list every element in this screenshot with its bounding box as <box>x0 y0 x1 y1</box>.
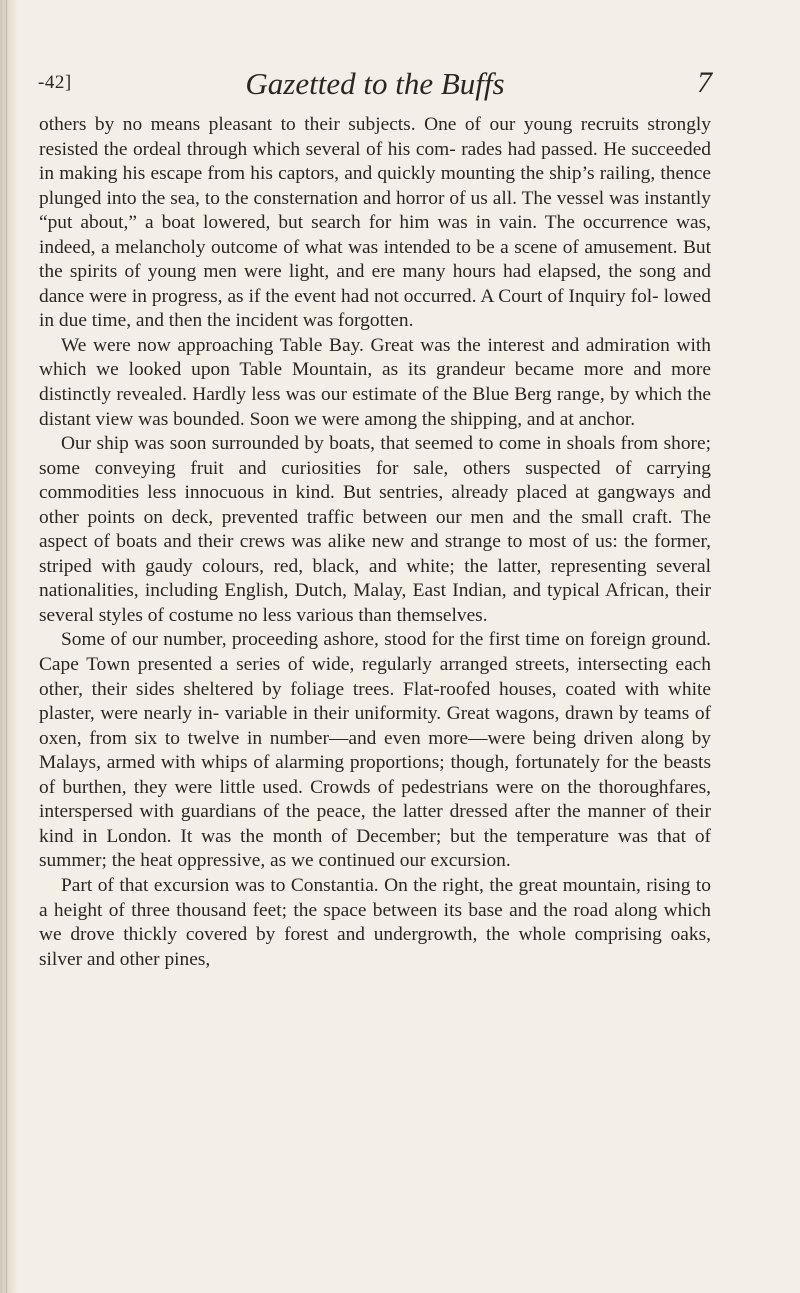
page-gutter <box>0 0 18 1293</box>
page-header <box>38 66 712 106</box>
paragraph: We were now approaching Table Bay. Great was the interest and admiration with which we looked upon Table Mountain, as its grandeur became more and more distinctly revealed. Hardly less was our estimate of the Blue Berg range, by which the distant view was bounded. Soon we were among the shipping, and at anchor. <box>39 334 711 430</box>
binding-edge <box>6 0 7 1293</box>
paragraph: Part of that excursion was to Constantia. On the right, the great mountain, rising to a height of three thousand feet; the space between its base and the road along which we drove thickly covered by forest and undergrowth, the whole comprising oaks, silver and other pines, <box>39 874 711 970</box>
paragraph: Our ship was soon surrounded by boats, that seemed to come in shoals from shore; some conveying fruit and curiosities for sale, others suspected of carrying commodities less innocuous in kind. But sentries, already placed at gangways and other points on deck, prevented traffic between our men and the small craft. The aspect of boats and their crews was alike new and strange to most of us: the former, striped with gaudy colours, red, black, and white; the latter, representing several nationalities, including English, Dutch, Malay, East Indian, and typical African, their several styles of costume no less various than themselves. <box>39 433 711 626</box>
paragraph: Some of our number, proceeding ashore, stood for the first time on foreign ground. Cape Town presented a series of wide, regularly arranged streets, intersecting each other, their sides sheltered by foliage trees. Flat-roofed houses, coated with white plaster, were nearly in- variable in their uniformity. Great wagons, drawn by teams of oxen, from six to twelve in number—and even more—were being driven along by Malays, armed with whips of alarming proportions; though, fortunately for the beasts of burthen, they were little used. Crowds of pedestrians were on the thoroughfares, interspersed with guardians of the peace, the latter dressed after the manner of their kind in London. It was the month of December; but the temperature was that of summer; the heat oppressive, as we continued our excursion. <box>39 629 711 872</box>
running-title: Gazetted to the Buffs <box>245 66 505 101</box>
page-number: 7 <box>697 66 712 99</box>
page-reference: -42] <box>38 72 72 93</box>
page-body <box>39 113 711 972</box>
paragraph: others by no means pleasant to their subjects. One of our young recruits strongly resisted the ordeal through which several of his com- rades had passed. He succeeded in making his escape from his captors, and quickly mounting the ship’s railing, thence plunged into the sea, to the consternation and horror of us all. The vessel was instantly “put about,” a boat lowered, but search for him was in vain. The occurrence was, indeed, a melancholy outcome of what was intended to be a scene of amusement. But the spirits of young men were light, and ere many hours had elapsed, the song and dance were in progress, as if the event had not occurred. A Court of Inquiry fol- lowed in due time, and then the incident was forgotten. <box>39 114 711 332</box>
